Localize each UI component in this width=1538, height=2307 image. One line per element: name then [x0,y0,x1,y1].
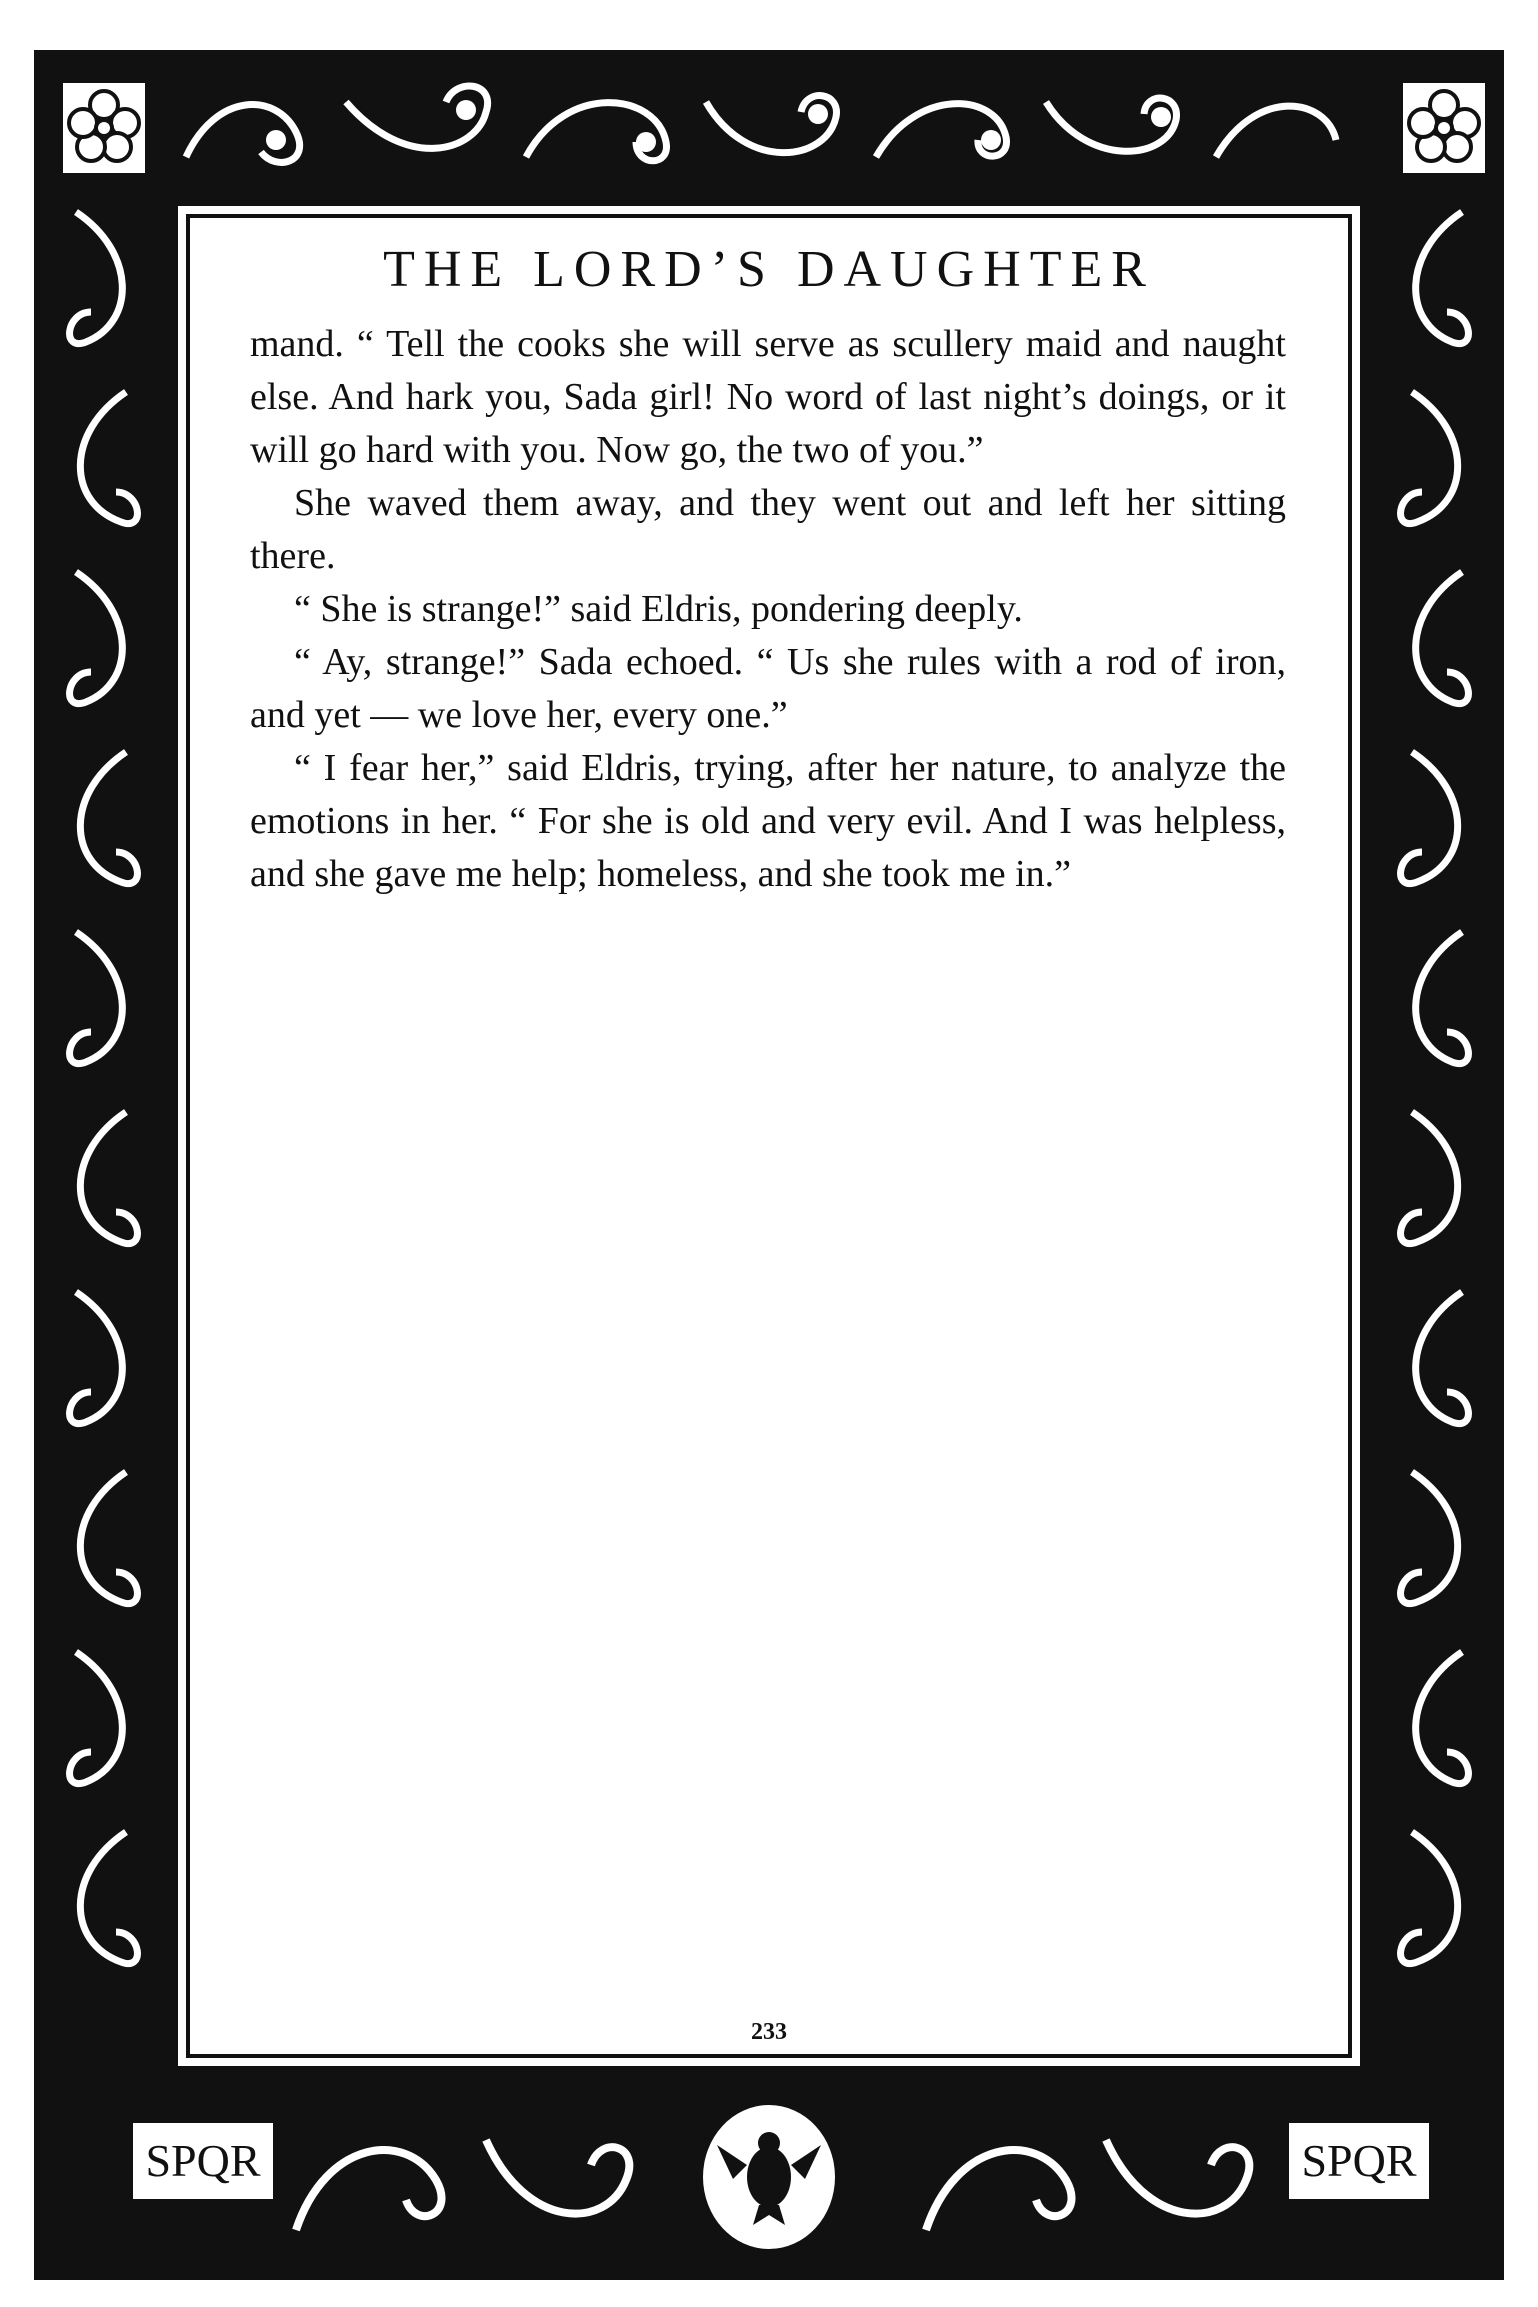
running-head: THE LORD’S DAUGHTER [383,241,1155,298]
corner-flower-top-right [1398,78,1490,178]
eagle-medallion [696,2098,842,2256]
flower-icon [63,83,145,173]
text-page-inner [186,214,1352,2058]
scroll-ornament-top [46,62,1492,192]
scroll-ornament-right [1374,192,1492,2080]
eagle-icon [703,2105,835,2249]
flower-icon [1403,83,1485,173]
left-ornament-band [46,192,164,2080]
paragraph: “ She is strange!” said Eldris, pondering deeply. [294,588,1023,630]
spqr-cartouche-right: SPQR [1284,2118,1434,2204]
top-ornament-band [46,62,1492,192]
paragraph: “ Ay, strange!” Sada echoed. “ Us she rules with a rod of iron, and yet — we love her, every one.” [250,641,1286,736]
spqr-cartouche-left: SPQR [128,2118,278,2204]
right-ornament-band [1374,192,1492,2080]
text-page [164,192,1374,2080]
page-number: 233 [751,2019,787,2045]
scroll-ornament-left [46,192,164,2080]
body-text [250,318,1286,901]
paragraph: “ I fear her,” said Eldris, trying, after her nature, to analyze the emotions in her. “ For she is old and very evil. And I was helpless, and she gave me help; homeless, and she took me in.” [250,747,1286,895]
paragraph: mand. “ Tell the cooks she will serve as scullery maid and naught else. And hark you, Sada girl! No word of last night’s doings, or it will go hard with you. Now go, the two of you.” [250,323,1286,471]
paragraph: She waved them away, and they went out and left her sitting there. [250,482,1286,577]
corner-flower-top-left [58,78,150,178]
